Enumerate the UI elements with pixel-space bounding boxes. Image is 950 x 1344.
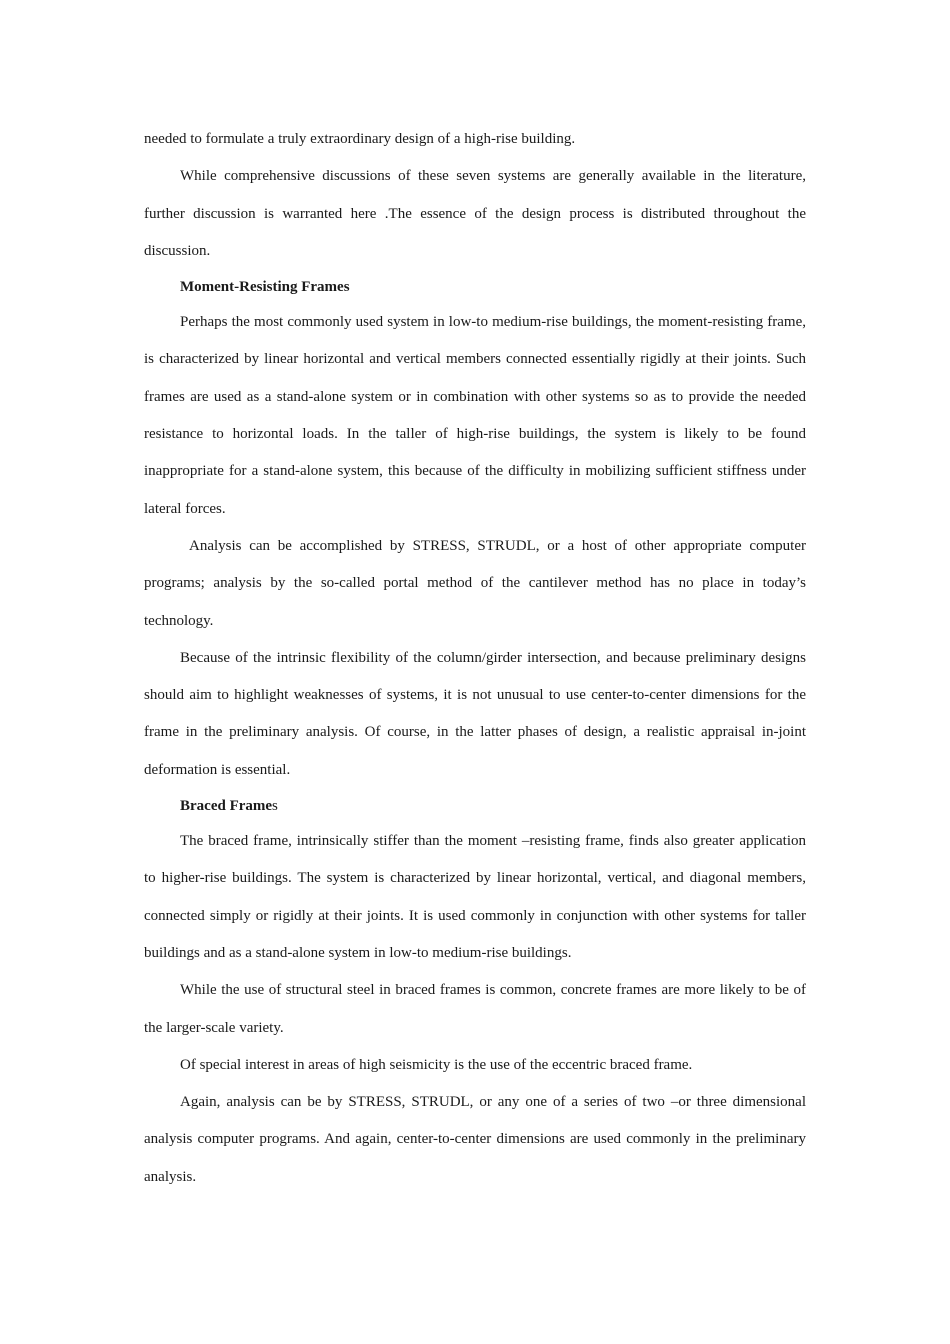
- section-heading-moment-resisting-frames: Moment-Resisting Frames: [180, 279, 350, 296]
- section-heading-braced-frames: [144, 789, 806, 823]
- paragraph-seven-systems: While comprehensive discussions of these seven systems are generally available in the literature, further discussion is warranted here .The essence of the design process is distributed throughout the discussion.: [144, 168, 806, 259]
- paragraph-braced-frame-materials: While the use of structural steel in braced frames is common, concrete frames are more likely to be of the larger-scale variety.: [144, 982, 806, 1036]
- document-page: [144, 121, 806, 1196]
- paragraph-moment-frame-analysis: Analysis can be accomplished by STRESS, STRUDL, or a host of other appropriate computer programs; analysis by the so-called portal method of the cantilever method has no place in today’s technology.: [144, 537, 806, 629]
- section-heading-braced-frames-tail: s: [272, 798, 278, 815]
- paragraph-moment-frame-preliminary: Because of the intrinsic flexibility of the column/girder intersection, and because preliminary designs should aim to highlight weaknesses of systems, it is not unusual to use center-to-center dimensions for the frame in the preliminary analysis. Of course, in the latter phases of design, a realistic appraisal in-joint deformation is essential.: [144, 649, 806, 778]
- section-heading-braced-frames-bold: Braced Frame: [180, 798, 273, 815]
- paragraph-intro-continuation: needed to formulate a truly extraordinary design of a high-rise building.: [144, 131, 576, 147]
- paragraph-moment-frame-description: Perhaps the most commonly used system in low-to medium-rise buildings, the moment-resisting frame, is characterized by linear horizontal and vertical members connected essentially rigidly at their joints. Such frames are used as a stand-alone system or in combination with other systems so as to provide the needed resistance to horizontal loads. In the taller of high-rise buildings, the system is likely to be found inappropriate for a stand-alone system, this because of the difficulty in mobilizing sufficient stiffness under lateral forces.: [144, 314, 806, 517]
- paragraph-eccentric-braced-frame: Of special interest in areas of high seismicity is the use of the eccentric braced frame.: [180, 1056, 693, 1073]
- paragraph-braced-frame-description: The braced frame, intrinsically stiffer than the moment –resisting frame, finds also greater application to higher-rise buildings. The system is characterized by linear horizontal, vertical, and diagonal members, connected simply or rigidly at their joints. It is used commonly in conjunction with other systems for taller buildings and as a stand-alone system in low-to medium-rise buildings.: [144, 833, 806, 961]
- paragraph-braced-frame-analysis: Again, analysis can be by STRESS, STRUDL, or any one of a series of two –or three dimensional analysis computer programs. And again, center-to-center dimensions are used commonly in the preliminary analysis.: [144, 1094, 806, 1185]
